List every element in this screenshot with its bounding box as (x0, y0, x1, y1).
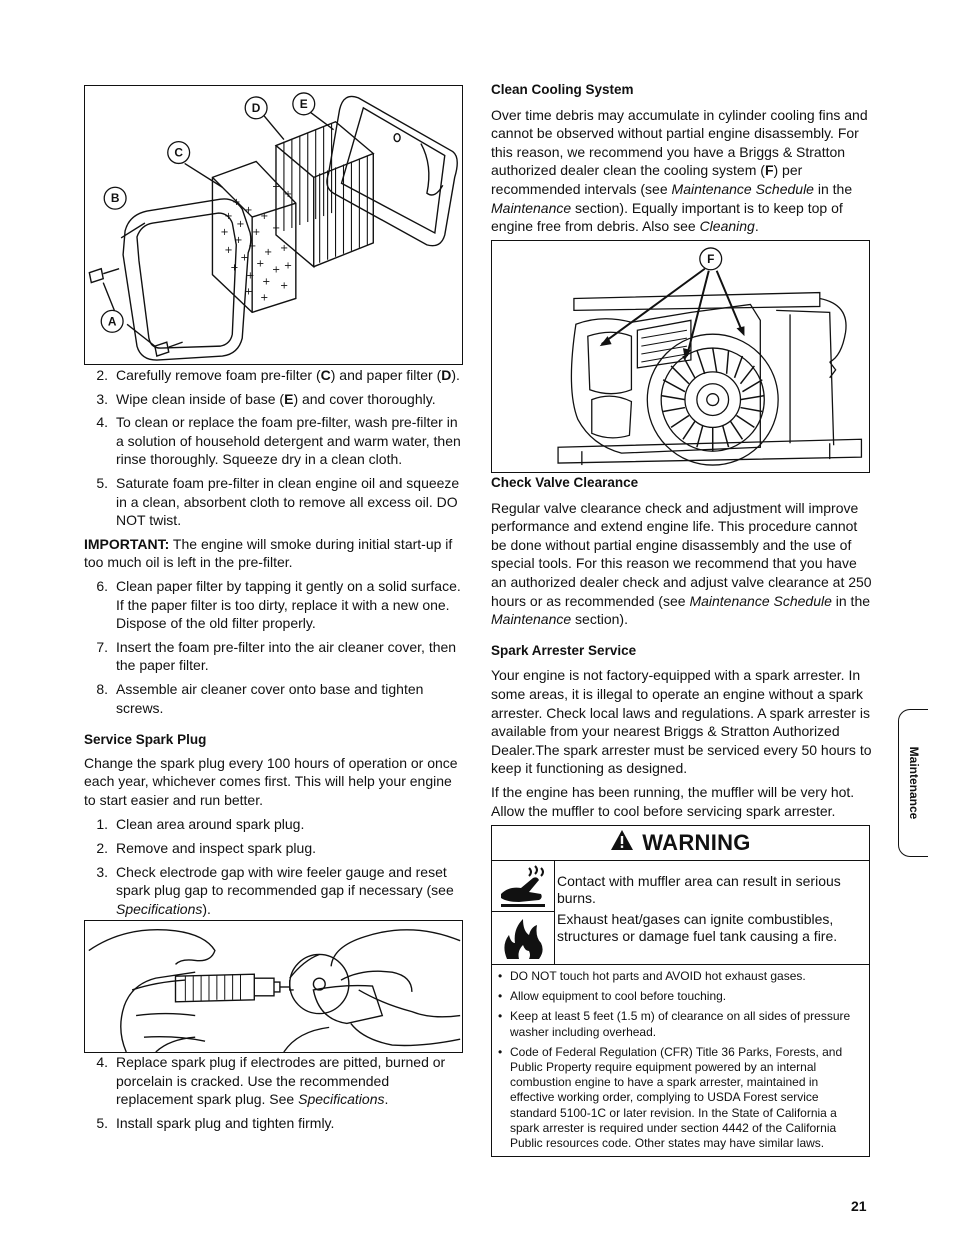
svg-text:+: + (248, 240, 257, 252)
warning-title-text: WARNING (642, 830, 751, 855)
step-item (84, 366, 464, 385)
arrester-paragraph-2: If the engine has been running, the muffler will be very hot. Allow the muffler to cool before servicing spark arrester. (491, 783, 855, 819)
svg-text:+: + (283, 189, 293, 201)
step-item (84, 839, 464, 858)
step-number: 2. (96, 367, 108, 383)
svg-text:+: + (224, 244, 233, 256)
warning-hazard-text (555, 861, 869, 964)
spark-plug-paragraph: Change the spark plug every 100 hours of operation or once each year, whichever comes first. This will help your engine to start easier and run better. (84, 754, 458, 808)
warning-triangle-icon (610, 829, 634, 857)
svg-text:+: + (279, 242, 289, 254)
svg-text:+: + (260, 292, 269, 304)
svg-text:+: + (234, 234, 243, 246)
svg-text:+: + (246, 270, 255, 282)
svg-text:+: + (272, 222, 281, 234)
arrester-paragraph-1: Your engine is not factory-equipped with a spark arrester. In some areas, it is illegal to operate an engine without a spark arrester. Check local laws and regulations. A spark arrester is available from your nearest Briggs & Stratton Authorized Dealer.The spark arrester must be serviced every 50 hours to keep it functioning as designed. (491, 667, 872, 777)
warning-title (492, 826, 869, 861)
section-side-tab (898, 709, 928, 857)
warning-bullet: • Keep at least 5 feet (1.5 m) of clearance on all sides of pressure washer including overhead. (498, 1009, 851, 1039)
step-item (84, 863, 464, 919)
step-item (84, 390, 464, 409)
callout-b: B (110, 191, 120, 206)
svg-text:+: + (256, 258, 265, 270)
left-column-upper (84, 366, 464, 923)
cooling-heading: Clean Cooling System (491, 82, 634, 97)
step-text: Saturate foam pre-filter in clean engine oil and squeeze in a clean, absorbent cloth to remove all excess oil. DO NOT twist. (116, 474, 460, 529)
arrester-heading: Spark Arrester Service (491, 642, 637, 658)
step-text: Wipe clean inside of base (E) and cover thoroughly. (116, 390, 436, 407)
step-text: Check electrode gap with wire feeler gauge and reset spark plug gap to recommended gap if necessary (see Specifications). (116, 863, 454, 917)
warning-fire-text: Exhaust heat/gases can ignite combustibles, structures or damage fuel tank causing a fire. (557, 911, 838, 944)
warning-bullets (492, 965, 869, 1151)
side-tab-label: Maintenance (906, 746, 921, 820)
step-text: To clean or replace the foam pre-filter, wash pre-filter in a solution of household detergent and warm water, then rinse thoroughly. Squeeze dry in a clean cloth. (116, 414, 461, 468)
step-number: 5. (96, 474, 108, 491)
valve-paragraph: Regular valve clearance check and adjustment will improve performance and extend engine life. This procedure cannot be done without partial engine disassembly and the use of special tools. For this reason we recommend that you have an authorized dealer check and adjust valve clearance at 250 hours or as recommended (see Maintenance Schedule in the Maintenance section). (491, 499, 872, 628)
step-text: Carefully remove foam pre-filter (C) and paper filter (D). (116, 367, 460, 383)
step-number: 2. (96, 840, 108, 857)
step-number: 3. (96, 863, 108, 880)
spark-plug-steps (84, 815, 464, 918)
air-cleaner-illustration (85, 86, 462, 364)
air-cleaner-steps-continued (84, 577, 464, 717)
step-item (84, 1053, 464, 1109)
svg-text:+: + (244, 286, 253, 298)
step-number: 5. (96, 1114, 108, 1131)
spark-plug-heading: Service Spark Plug (84, 732, 207, 748)
step-number: 3. (96, 390, 108, 407)
step-item (84, 680, 464, 717)
fire-icon (492, 912, 554, 964)
warning-bullet: • DO NOT touch hot parts and AVOID hot exhaust gases. (498, 969, 806, 983)
svg-text:+: + (262, 276, 271, 288)
step-text: Install spark plug and tighten firmly. (116, 1114, 335, 1131)
step-text: Clean paper filter by tapping it gently on a solid surface. If the paper filter is too dirty, replace it with a new one. Dispose of the old filter properly. (116, 577, 461, 632)
callout-e: E (299, 96, 308, 111)
right-column-upper (491, 81, 873, 236)
step-text: Clean area around spark plug. (116, 816, 305, 833)
svg-text:+: + (264, 246, 273, 258)
svg-text:+: + (240, 252, 249, 264)
step-item (84, 413, 464, 469)
step-item (84, 638, 464, 675)
step-item (84, 474, 464, 530)
step-text: Remove and inspect spark plug. (116, 840, 316, 857)
air-cleaner-figure (84, 85, 463, 365)
svg-text:+: + (252, 226, 261, 238)
step-number: 4. (96, 414, 108, 431)
step-number: 1. (96, 816, 108, 833)
svg-text:+: + (279, 280, 289, 292)
svg-text:+: + (272, 264, 281, 276)
valve-heading: Check Valve Clearance (491, 475, 639, 490)
cooling-paragraph: Over time debris may accumulate in cylinder cooling fins and cannot be observed without partial engine disassembly. For this reason, we recommend you have a Briggs & Stratton authorized dealer clean the cooling system (F) per recommended intervals (see Maintenance Schedule in the Maintenance section). Equally important is to keep top of engine free from debris. Also see Cleaning. (491, 106, 868, 235)
warning-icon-column (492, 861, 555, 964)
step-number: 7. (96, 638, 108, 655)
spark-plug-figure (84, 920, 463, 1053)
engine-illustration (492, 241, 869, 472)
step-number: 6. (96, 577, 108, 594)
svg-text:+: + (244, 205, 253, 217)
right-column-middle (491, 474, 873, 820)
svg-text:+: + (283, 260, 293, 272)
callout-c: C (174, 145, 183, 160)
callout-a: A (107, 314, 117, 329)
warning-box (491, 825, 870, 1157)
svg-text:+: + (272, 181, 281, 193)
left-column-lower (84, 1053, 464, 1137)
step-text: Replace spark plug if electrodes are pitted, burned or porcelain is cracked. Use the recommended replacement spark plug. See Specifications. (116, 1054, 446, 1108)
svg-text:+: + (232, 197, 241, 209)
step-item (84, 815, 464, 834)
step-number: 4. (96, 1054, 108, 1070)
spark-plug-steps-continued (84, 1053, 464, 1132)
warning-bullet: • Allow equipment to cool before touching. (498, 989, 727, 1004)
step-number: 8. (96, 680, 108, 697)
warning-hazard-row (492, 861, 869, 965)
step-item (84, 577, 464, 633)
svg-text:+: + (236, 218, 245, 230)
engine-figure (491, 240, 870, 473)
svg-text:+: + (220, 226, 229, 238)
step-item (84, 1114, 464, 1133)
svg-text:+: + (224, 211, 233, 223)
step-text: Insert the foam pre-filter into the air cleaner cover, then the paper filter. (116, 638, 457, 674)
warning-bullet: • Code of Federal Regulation (CFR) Title 36 Parks, Forests, and Public Property require equipment powered by an internal combustion engine to have a spark arrester, maintained in effective working order, complying to USDA Forest service standard 5100-1C or later revision. In the State of California a spark arrester is required under section 4442 of the California Public resources code. Other states may have similar laws. (498, 1044, 843, 1151)
air-cleaner-steps (84, 366, 464, 530)
callout-f: F (707, 251, 715, 266)
svg-text:+: + (230, 262, 239, 274)
step-text: Assemble air cleaner cover onto base and tighten screws. (116, 680, 424, 716)
hot-surface-icon (492, 861, 554, 912)
warning-burn-text: Contact with muffler area can result in serious burns. (557, 873, 841, 906)
svg-text:+: + (260, 211, 269, 223)
spark-plug-illustration (85, 921, 462, 1052)
callout-d: D (251, 100, 261, 115)
page-number: 21 (851, 1198, 867, 1214)
important-note: IMPORTANT: The engine will smoke during initial start-up if too much oil is left in the pre-filter. (84, 535, 453, 571)
